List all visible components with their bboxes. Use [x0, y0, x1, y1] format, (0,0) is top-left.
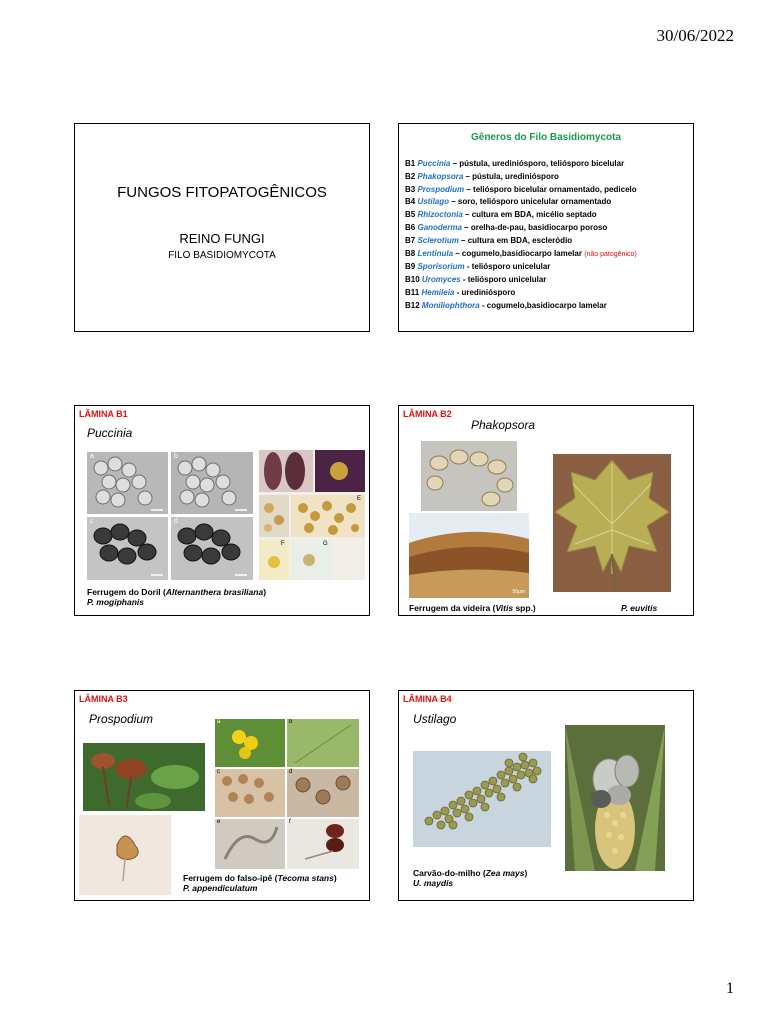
genus-name: Ganoderma: [417, 222, 462, 232]
species-name: U. maydis: [413, 878, 454, 888]
genus-code: B3: [405, 184, 416, 194]
caption-text: Ferrugem do falso-ipê (: [183, 873, 278, 883]
panel-letter-e: e: [217, 819, 221, 825]
genus-list-item: [405, 209, 689, 222]
genus-list-item: [405, 196, 689, 209]
lamina-label: LÂMINA B2: [403, 409, 452, 419]
genus-name: Sclerotium: [417, 235, 459, 245]
micrograph-spores: [87, 452, 253, 580]
caption-text: Ferrugem da videira (: [409, 603, 496, 613]
caption: [87, 587, 266, 607]
micrograph-urediniospores: [421, 441, 517, 511]
species-name: P. euvitis: [621, 603, 658, 613]
slide-genera: [398, 123, 694, 332]
slide-title: [74, 123, 370, 332]
genus-code: B9: [405, 262, 416, 272]
genus-description: – pústula, urediniósporo: [463, 171, 559, 181]
genus-name: Sporisorium: [417, 262, 465, 272]
panel-letter-a: a: [90, 453, 94, 460]
genus-code: B7: [405, 235, 416, 245]
micrograph-panels: [215, 719, 359, 869]
genus-list-item: [405, 274, 689, 287]
genus-description: – pústula, urediniósporo, teliósporo bicelular: [450, 159, 625, 168]
genus-name: Uromyces: [421, 275, 461, 285]
genus-list-item: [405, 287, 689, 300]
slide-title-kingdom: REINO FUNGI: [179, 231, 265, 246]
genus-list-item: [405, 248, 689, 262]
genus-name: Phakopsora: [471, 418, 536, 432]
genus-name: Prospodium: [417, 184, 465, 194]
genus-code: B2: [405, 171, 416, 181]
panel-letter-d: d: [174, 518, 178, 525]
genus-description: - urediniósporo: [454, 287, 516, 297]
caption-host-name: Zea mays: [485, 868, 525, 878]
slide-title-phylum: FILO BASIDIOMYCOTA: [168, 250, 276, 261]
header-date: 30/06/2022: [656, 26, 734, 45]
slide-lamina-b3: [74, 690, 370, 901]
species-name: P. mogiphanis: [87, 597, 144, 607]
genus-description: – cultura em BDA, micélio septado: [462, 210, 597, 220]
slide-lamina-b4: [398, 690, 694, 901]
caption: [409, 603, 536, 613]
genera-title: Gêneros do Filo Basidiomycota: [470, 132, 622, 143]
caption-text-end: ): [524, 868, 528, 878]
slide-title-heading: FUNGOS FITOPATOGÊNICOS: [117, 184, 327, 201]
genus-description: - teliósporo unicelular: [464, 262, 551, 272]
genus-name: Hemileia: [421, 287, 455, 297]
micrograph-teliospores: [413, 751, 551, 847]
species-caption: [621, 603, 657, 613]
genus-list-item: [405, 261, 689, 274]
panel-letter-f: f: [289, 819, 291, 825]
panel-letter-c: c: [217, 769, 220, 775]
species-name: P. appendiculatum: [183, 883, 258, 893]
caption: [413, 868, 527, 888]
caption-host-name: Alternanthera brasiliana: [165, 587, 264, 597]
genus-name: Lentinula: [417, 248, 454, 258]
micrograph-teliospore: [79, 815, 171, 895]
lamina-label: LÂMINA B1: [79, 409, 128, 419]
panel-letter-b: b: [289, 719, 293, 725]
genus-name: Rhizoctonia: [417, 210, 463, 220]
slide-lamina-b2: [398, 405, 694, 616]
panel-letter-c: c: [90, 518, 94, 525]
genus-list-item: [405, 171, 689, 184]
caption-host-name: Vitis: [495, 603, 514, 613]
photo-infected-plant: [83, 743, 205, 811]
genus-name: Phakopsora: [417, 171, 464, 181]
lamina-label: LÂMINA B3: [79, 694, 128, 704]
genus-description: – cultura em BDA, escleródio: [458, 235, 573, 245]
caption-text-end: ): [263, 587, 267, 597]
micrograph-pustule: [409, 513, 529, 598]
scale-label: 50µm: [512, 589, 525, 595]
caption-text-end: ): [333, 873, 337, 883]
genus-code: B8: [405, 248, 416, 258]
caption-host-name: Tecoma stans: [277, 873, 334, 883]
inset-letter-f: F: [281, 541, 285, 547]
genus-list-item: [405, 300, 689, 313]
caption: [183, 873, 337, 893]
inset-letter-e: E: [357, 496, 362, 502]
genus-code: B11: [405, 287, 420, 297]
genus-code: B1: [405, 159, 416, 168]
caption-text-end: spp.): [513, 603, 536, 613]
genus-name: Puccinia: [417, 159, 451, 168]
genus-name: Puccinia: [87, 426, 133, 440]
genus-description: - teliósporo unicelular: [460, 275, 547, 285]
genus-list-item: [405, 184, 689, 197]
genus-name: Ustilago: [413, 712, 457, 726]
panel-letter-d: d: [289, 769, 293, 775]
genus-code: B12: [405, 300, 420, 310]
panel-letter-a: a: [217, 719, 221, 725]
photo-corn-smut: [565, 725, 665, 871]
genus-code: B5: [405, 210, 416, 220]
slide-lamina-b1: [74, 405, 370, 616]
genus-code: B6: [405, 222, 416, 232]
genus-name: Moniliophthora: [421, 300, 480, 310]
genus-code: B10: [405, 275, 420, 285]
genus-description: – soro, teliósporo unicelular ornamentado: [449, 197, 612, 207]
photo-leaf-rust: [259, 450, 365, 580]
genus-description: – cogumelo,basidiocarpo lamelar: [453, 248, 585, 258]
genus-description: – orelha-de-pau, basidiocarpo poroso: [461, 222, 608, 232]
lamina-label: LÂMINA B4: [403, 694, 452, 704]
photo-grape-leaf: [553, 454, 671, 592]
genera-list: [405, 158, 689, 313]
genus-name: Prospodium: [89, 712, 154, 726]
genus-description: - cogumelo,basidiocarpo lamelar: [479, 300, 607, 310]
genus-list-item: [405, 235, 689, 248]
genus-code: B4: [405, 197, 416, 207]
genus-name: Ustilago: [417, 197, 450, 207]
genus-note: (não patogênico): [584, 250, 637, 258]
caption-text: Carvão-do-milho (: [413, 868, 486, 878]
genus-list-item: [405, 222, 689, 235]
inset-letter-g: G: [323, 541, 328, 547]
caption-text: Ferrugem do Doril (: [87, 587, 166, 597]
genus-list-item: [405, 158, 689, 171]
page-number: 1: [726, 980, 734, 997]
panel-letter-b: b: [174, 453, 178, 460]
genus-description: – teliósporo bicelular ornamentado, pedicelo: [464, 184, 637, 194]
